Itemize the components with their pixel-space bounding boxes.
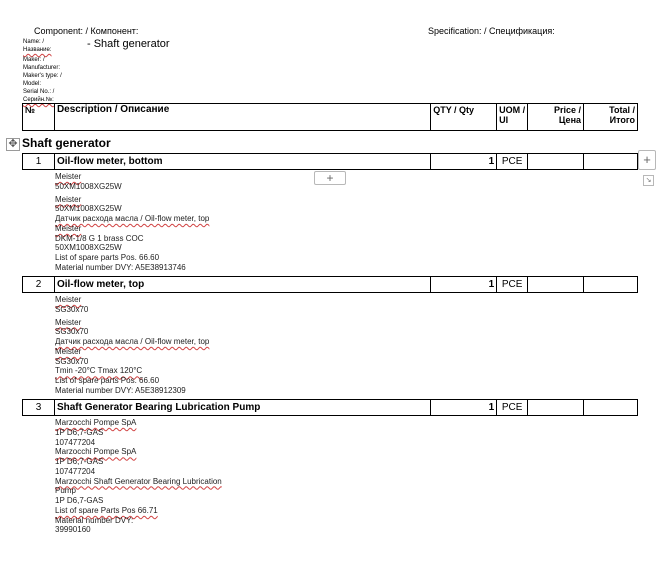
- item-title: Shaft Generator Bearing Lubrication Pump: [54, 400, 430, 416]
- col-price: Price / Цена: [528, 104, 584, 131]
- manufacturer-label: Manufacturer:: [23, 65, 61, 71]
- item-qty: 1: [431, 400, 497, 416]
- detail-line: Material number DVY: A5E38913746: [55, 262, 186, 272]
- detail-line: 50XM1008XG25W: [55, 181, 122, 191]
- table-header: [22, 103, 638, 131]
- detail-line: Датчик расхода масла / Oil-flow meter, top: [55, 337, 210, 346]
- detail-line: 1P D6,7-GAS: [55, 427, 104, 437]
- detail-line: SG30x70: [55, 327, 89, 337]
- add-row-button[interactable]: +: [314, 171, 346, 185]
- table-row: [22, 153, 638, 170]
- item-price[interactable]: [528, 277, 584, 293]
- item-details: [55, 295, 209, 396]
- detail-line: 1P D6,7-GAS: [55, 457, 104, 466]
- detail-line: 50XM1008XG25W: [55, 243, 122, 253]
- col-description: Description / Описание: [54, 104, 430, 131]
- item-uom: PCE: [497, 400, 528, 416]
- table-resize-icon[interactable]: ↘: [643, 175, 654, 186]
- detail-line: Marzocchi Shaft Generator Bearing Lubrication: [55, 476, 222, 486]
- detail-line: DKM-1/8 G 1 brass COC: [55, 233, 144, 243]
- detail-line: 50XM1008XG25W: [55, 204, 122, 214]
- maker-label: Maker: /: [23, 57, 45, 63]
- detail-line: 39990160: [55, 525, 91, 535]
- detail-line: Meister: [55, 317, 82, 327]
- specification-label: Specification: / Спецификация:: [428, 26, 555, 36]
- item-details: [55, 172, 209, 273]
- name-label: Name: /: [23, 39, 45, 45]
- serial-label-ru: Серийн.№:: [23, 97, 54, 103]
- col-total: Total / Итого: [584, 104, 638, 131]
- detail-line: Meister: [55, 295, 82, 304]
- item-title: Oil-flow meter, top: [54, 277, 430, 293]
- model-label: Model:: [23, 81, 42, 87]
- detail-line: List of spare parts Pos. 66.60: [55, 253, 160, 262]
- component-value: - Shaft generator: [87, 38, 170, 50]
- detail-line: SG30x70: [55, 304, 89, 314]
- detail-line: Tmin -20°C Tmax 120°C: [55, 366, 143, 376]
- detail-line: 1P D6,7-GAS: [55, 496, 104, 505]
- item-details: [55, 418, 222, 535]
- detail-line: 107477204: [55, 437, 96, 447]
- detail-line: Meister: [55, 172, 82, 181]
- item-title: Oil-flow meter, bottom: [54, 154, 430, 170]
- detail-line: Marzocchi Pompe SpA: [55, 447, 137, 457]
- item-uom: PCE: [497, 277, 528, 293]
- item-total[interactable]: [584, 154, 638, 170]
- col-uom: UOM / UI: [497, 104, 528, 131]
- item-total[interactable]: [584, 400, 638, 416]
- detail-line: Material number DVY:: [55, 515, 134, 525]
- item-price[interactable]: [528, 400, 584, 416]
- detail-line: Material number DVY: A5E38912309: [55, 385, 186, 395]
- detail-line: List of spare Parts Pos 66.71: [55, 505, 158, 515]
- detail-line: Датчик расхода масла / Oil-flow meter, top: [55, 214, 210, 223]
- component-label: Component: / Компонент:: [34, 26, 139, 36]
- table-row: [22, 276, 638, 293]
- detail-line: 107477204: [55, 466, 96, 476]
- item-qty: 1: [431, 154, 497, 170]
- detail-line: Meister: [55, 346, 82, 356]
- detail-line: Pump: [55, 486, 76, 496]
- item-number: 3: [23, 400, 55, 416]
- detail-line: List of spare parts Pos. 66.60: [55, 376, 160, 385]
- serial-label: Serial No.: /: [23, 89, 55, 95]
- makers-type-label: Maker's type: /: [23, 73, 62, 79]
- section-title: Shaft generator: [22, 136, 111, 150]
- add-column-button[interactable]: +: [638, 150, 656, 170]
- table-row: [22, 399, 638, 416]
- table-move-icon[interactable]: ✥: [6, 138, 20, 151]
- item-qty: 1: [431, 277, 497, 293]
- item-uom: PCE: [497, 154, 528, 170]
- detail-line: SG30x70: [55, 356, 89, 366]
- detail-line: Marzocchi Pompe SpA: [55, 418, 137, 427]
- item-number: 1: [23, 154, 55, 170]
- col-no: №: [23, 104, 55, 131]
- detail-line: Meister: [55, 223, 82, 233]
- name-label-ru: Название:: [23, 47, 52, 53]
- item-total[interactable]: [584, 277, 638, 293]
- item-price[interactable]: [528, 154, 584, 170]
- item-number: 2: [23, 277, 55, 293]
- detail-line: Meister: [55, 194, 82, 204]
- col-qty: QTY / Qty: [431, 104, 497, 131]
